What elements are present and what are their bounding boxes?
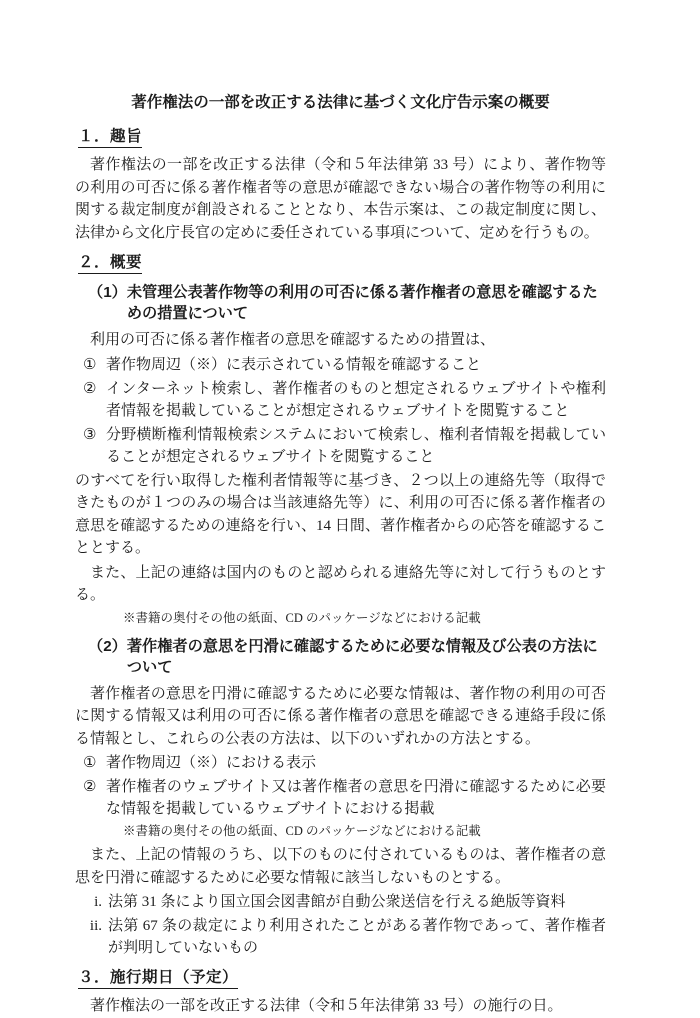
circled-number-3: ③ bbox=[83, 426, 97, 443]
section-1-heading bbox=[78, 127, 606, 147]
method-item-1 bbox=[75, 752, 606, 774]
section-2-heading bbox=[78, 253, 606, 273]
excluded-item-2 bbox=[75, 915, 606, 959]
subsection-2-number: （2） bbox=[88, 637, 127, 655]
list-item-1-text: 著作物周辺（※）に表示されている情報を確認すること bbox=[106, 356, 482, 373]
method-item-2-text: 著作権者のウェブサイト又は著作権者の意思を円滑に確認するために必要な情報を掲載しているウェブサイトにおける掲載 bbox=[106, 779, 606, 817]
method-item-2 bbox=[75, 776, 606, 820]
subsection-1-paragraph-domestic: また、上記の連絡は国内のものと認められる連絡先等に対して行うものとする。 bbox=[75, 564, 606, 603]
excluded-item-1-text: 法第 31 条により国立国会図書館が自動公衆送信を行える絶版等資料 bbox=[108, 894, 566, 910]
circled-number-2: ② bbox=[83, 779, 97, 795]
subsection-1-title: 未管理公表著作物等の利用の可否に係る著作権者の意思を確認するための措置について bbox=[126, 284, 598, 322]
circled-number-2: ② bbox=[83, 380, 97, 397]
subsection-2-footnote: ※書籍の奥付その他の紙面、CD のパッケージなどにおける記載 bbox=[123, 824, 481, 838]
section-2-heading-text: ２．概要 bbox=[78, 254, 142, 274]
subsection-1-footnote: ※書籍の奥付その他の紙面、CD のパッケージなどにおける記載 bbox=[123, 610, 481, 625]
excluded-items-list bbox=[75, 891, 606, 959]
circled-number-1: ① bbox=[83, 755, 97, 771]
publication-methods-list bbox=[75, 752, 606, 820]
roman-numeral-ii: ii. bbox=[89, 918, 102, 934]
section-3-heading-text: ３．施行期日（予定） bbox=[78, 969, 238, 989]
document-title: 著作権法の一部を改正する法律に基づく文化庁告示案の概要 bbox=[131, 94, 550, 111]
list-item-1 bbox=[75, 354, 606, 376]
circled-number-1: ① bbox=[83, 356, 97, 373]
excluded-item-1 bbox=[75, 891, 606, 913]
section-3-heading bbox=[78, 968, 606, 988]
section-3-body: 著作権法の一部を改正する法律（令和５年法律第 33 号）の施行の日。 bbox=[90, 998, 563, 1014]
roman-numeral-i: i. bbox=[94, 894, 102, 910]
method-item-1-text: 著作物周辺（※）における表示 bbox=[106, 755, 317, 771]
subsection-1-paragraph-contact: のすべてを行い取得した権利者情報等に基づき、２つ以上の連絡先等（取得できたものが１つのみの場合は当該連絡先等）に、利用の可否に係る著作権者の意思を確認するための連絡を行い、14 日間、著作権者からの応答を確認することとする。 bbox=[75, 472, 606, 556]
subsection-2-heading bbox=[88, 636, 606, 678]
subsection-1-number: （1） bbox=[88, 284, 127, 301]
subsection-2-title: 著作権者の意思を円滑に確認するために必要な情報及び公表の方法について bbox=[126, 637, 598, 676]
list-item-2 bbox=[75, 378, 606, 422]
list-item-3 bbox=[75, 424, 606, 468]
list-item-3-text: 分野横断権利情報検索システムにおいて検索し、権利者情報を掲載していることが想定されるウェブサイトを閲覧すること bbox=[106, 426, 606, 465]
confirmation-measures-list bbox=[75, 354, 606, 468]
section-1-heading-text: １．趣旨 bbox=[78, 128, 142, 148]
subsection-2-intro: 著作権者の意思を円滑に確認するために必要な情報は、著作物の利用の可否に関する情報又は利用の可否に係る著作権者の意思を確認できる連絡手段に係る情報とし、これらの公表の方法は、以下のいずれかの方法とする。 bbox=[75, 685, 606, 747]
subsection-2-paragraph-exclusion: また、上記の情報のうち、以下のものに付されているものは、著作権者の意思を円滑に確認するために必要な情報に該当しないものとする。 bbox=[75, 847, 606, 886]
list-item-2-text: インターネット検索し、著作権者のものと想定されるウェブサイトや権利者情報を掲載していることが想定されるウェブサイトを閲覧すること bbox=[106, 380, 606, 419]
section-1-body: 著作権法の一部を改正する法律（令和５年法律第 33 号）により、著作物等の利用の可否に係る著作権者等の意思が確認できない場合の著作物等の利用に関する裁定制度が創設されることとなり、本告示案は、この裁定制度に関し、法律から文化庁長官の定めに委任されている事項について、定めを行うもの。 bbox=[75, 157, 606, 241]
excluded-item-2-text: 法第 67 条の裁定により利用されたことがある著作物であって、著作権者が判明していないもの bbox=[108, 918, 606, 956]
subsection-1-heading bbox=[88, 282, 606, 324]
subsection-1-intro: 利用の可否に係る著作権者の意思を確認するための措置は、 bbox=[90, 332, 496, 348]
